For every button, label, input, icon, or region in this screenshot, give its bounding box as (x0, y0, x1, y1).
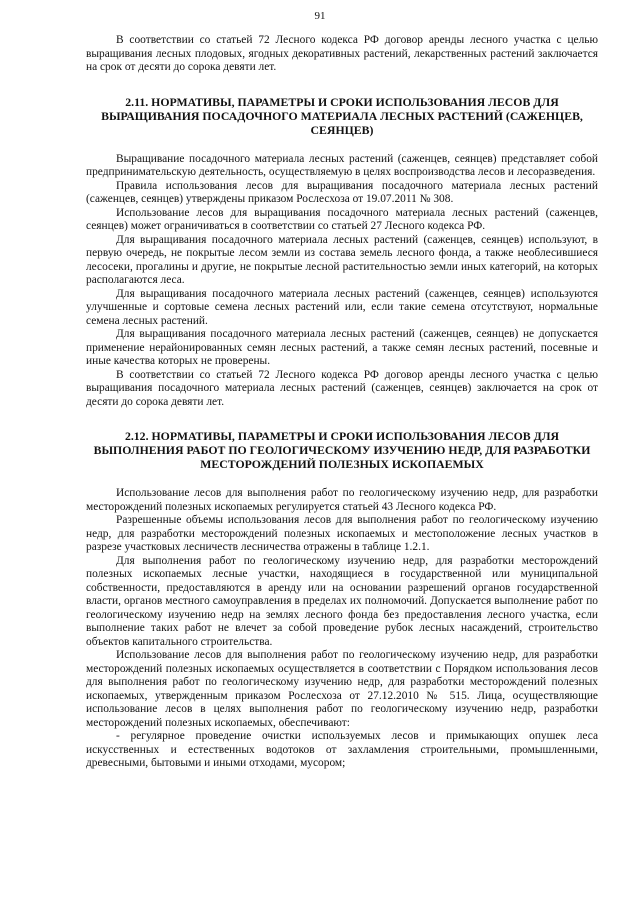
paragraph: Использование лесов для выполнения работ по геологическому изучению недр, для разработки месторождений полезных ископаемых осуществляется в соответствии с Порядком использования лесов для выполнения работ по геологическому изучению недр, для разработки месторождений полезных ископаемых, утвержденным приказом Рослесхоза от 27.12.2010 № 515. Лица, осуществляющие использование лесов в целях выполнения работ по геологическому изучению недр, разработки месторождений полезных ископаемых, обеспечивают: (86, 649, 598, 729)
paragraph: Использование лесов для выращивания посадочного материала лесных растений (саженцев, сеянцев) может ограничиваться в соответствии со статьей 27 Лесного кодекса РФ. (86, 206, 598, 232)
paragraph: Разрешенные объемы использования лесов для выполнения работ по геологическому изучению недр, для разработки месторождений полезных ископаемых и местоположение лесных участков в разрезе участковых лесничеств лесничества отражены в таблице 1.2.1. (86, 514, 598, 553)
intro-paragraph: В соответствии со статьей 72 Лесного кодекса РФ договор аренды лесного участка с целью выращивания лесных плодовых, ягодных декоративных растений, лекарственных растений заключается на срок от десяти до сорока девяти лет. (86, 34, 598, 73)
paragraph: Для выращивания посадочного материала лесных растений (саженцев, сеянцев) используют, в первую очередь, не покрытые лесом земли из состава земель лесного фонда, а также необлесившиеся лесосеки, прогалины и другие, не покрытые лесной растительностью земли иных категорий, на которых располагаются леса. (86, 233, 598, 286)
paragraph: Для выполнения работ по геологическому изучению недр, для разработки месторождений полезных ископаемых лесные участки, находящиеся в государственной или муниципальной собственности, предоставляются в аренду или на основании разрешений органов государственной власти, органов местного самоуправления в пределах их полномочий. Допускается выполнение работ по геологическому изучению недр на землях лесного фонда без предоставления лесного участка, если выполнение таких работ не влечет за собой проведение рубок лесных насаждений, строительство объектов капитального строительства. (86, 554, 598, 648)
paragraph: Для выращивания посадочного материала лесных растений (саженцев, сеянцев) не допускается применение нерайонированных семян лесных растений, а также семян лесных растений, посевные и иные качества которых не проверены. (86, 328, 598, 367)
page-number: 91 (314, 10, 326, 22)
paragraph: Использование лесов для выполнения работ по геологическому изучению недр, для разработки месторождений полезных ископаемых регулируется статьей 43 Лесного кодекса РФ. (86, 487, 598, 513)
list-item: - регулярное проведение очистки используемых лесов и примыкающих опушек леса искусственных и естественных водотоков от захламления строительными, промышленными, древесными, бытовыми и иными отходами, мусором; (86, 730, 598, 769)
paragraph: Правила использования лесов для выращивания посадочного материала лесных растений (саженцев, сеянцев) утверждены приказом Рослесхоза от 19.07.2011 № 308. (86, 179, 598, 205)
section-2-12-body (86, 487, 598, 771)
section-2-11-title: 2.11. НОРМАТИВЫ, ПАРАМЕТРЫ И СРОКИ ИСПОЛЬЗОВАНИЯ ЛЕСОВ ДЛЯ ВЫРАЩИВАНИЯ ПОСАДОЧНОГО МАТЕРИАЛА ЛЕСНЫХ РАСТЕНИЙ (САЖЕНЦЕВ, СЕЯНЦЕВ) (101, 94, 583, 137)
paragraph: Для выращивания посадочного материала лесных растений (саженцев, сеянцев) используются улучшенные и сортовые семена лесных растений или, если такие семена отсутствуют, нормальные семена лесных растений. (86, 287, 598, 327)
section-2-11-body (86, 153, 598, 410)
paragraph: Выращивание посадочного материала лесных растений (саженцев, сеянцев) представляет собой предпринимательскую деятельность, осуществляемую в целях воспроизводства лесов и лесоразведения. (86, 152, 598, 178)
paragraph: В соответствии со статьей 72 Лесного кодекса РФ договор аренды лесного участка с целью выращивания посадочного материала лесных растений (саженцев, сеянцев) заключается на срок от десяти до сорока девяти лет. (86, 368, 598, 408)
section-2-12-title: 2.12. НОРМАТИВЫ, ПАРАМЕТРЫ И СРОКИ ИСПОЛЬЗОВАНИЯ ЛЕСОВ ДЛЯ ВЫПОЛНЕНИЯ РАБОТ ПО ГЕОЛОГИЧЕСКОМУ ИЗУЧЕНИЮ НЕДР, ДЛЯ РАЗРАБОТКИ МЕСТОРОЖДЕНИЙ ПОЛЕЗНЫХ ИСКОПАЕМЫХ (93, 429, 591, 471)
